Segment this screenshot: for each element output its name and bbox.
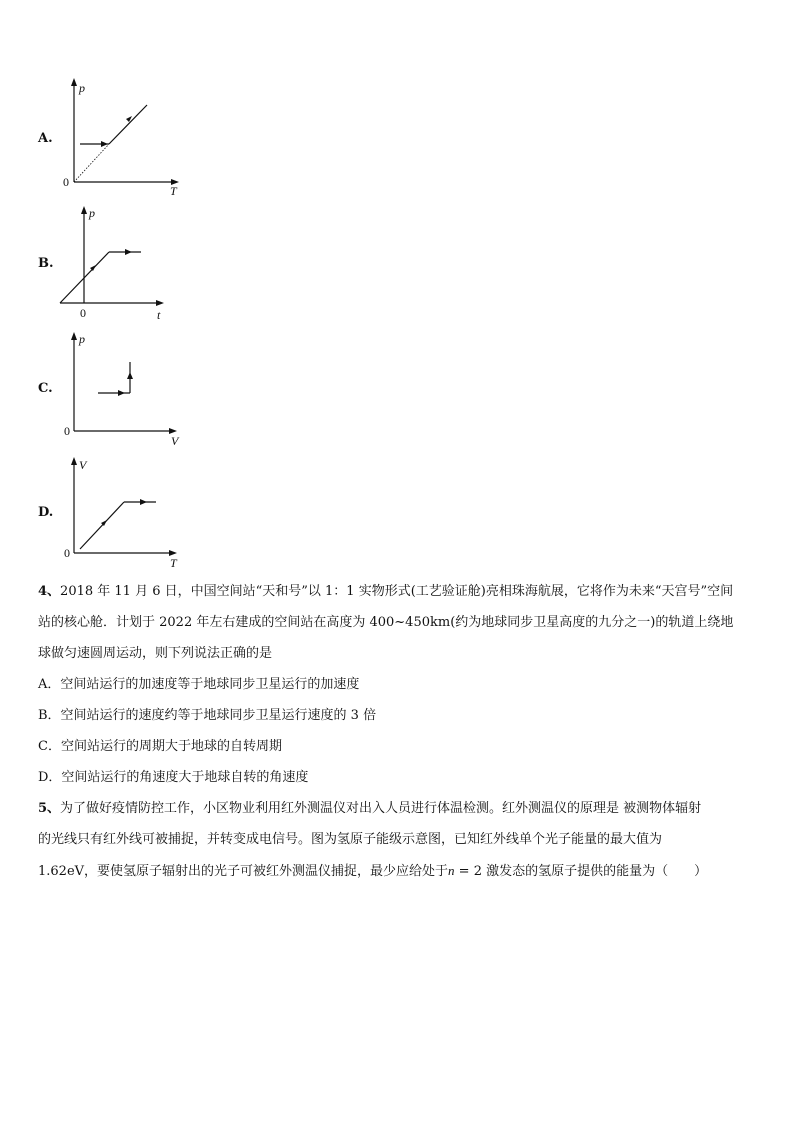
x-axis-arrow [156, 300, 164, 306]
q4-line-3: 球做匀速圆周运动，则下列说法正确的是 [38, 646, 273, 661]
x-axis-label: V [171, 434, 179, 448]
arrowhead [125, 249, 132, 255]
arrowhead [140, 499, 147, 505]
q4-number: 4、 [38, 584, 61, 599]
q5-text-3b: 激发态的氢原子提供的能量为（ ） [486, 864, 708, 879]
q4-option-a: A．空间站运行的加速度等于地球同步卫星运行的加速度 [38, 677, 360, 692]
sloped-segment [109, 105, 147, 144]
q4-option-c: C．空间站运行的周期大于地球的自转周期 [38, 739, 282, 754]
option-d-label: D. [38, 505, 54, 520]
q5-number: 5、 [38, 801, 61, 816]
q5-line-1 [38, 801, 701, 817]
y-axis-arrow [71, 78, 77, 86]
q4-text-1: 2018 年 11 月 6 日，中国空间站“天和号”以 1：1 实物形式(工艺验证舱)亮相珠海航展，它将作为未来“天宫号”空间 [60, 584, 734, 599]
sloped-segment [80, 502, 124, 549]
graph-c [60, 328, 190, 450]
graph-a [60, 75, 190, 200]
q5-line-3 [38, 863, 707, 880]
option-b-label: B. [38, 256, 54, 271]
graph-b [55, 202, 185, 324]
option-c-label: C. [38, 381, 53, 396]
q5-variable-n: n [448, 863, 455, 878]
q5-text-1: 为了做好疫情防控工作，小区物业利用红外测温仪对出入人员进行体温检测。红外测温仪的原理是 被测物体辐射 [60, 801, 702, 816]
q5-text-3a: 1.62eV，要使氢原子辐射出的光子可被红外测温仪捕捉，最少应给处于 [38, 864, 449, 879]
option-a-label: A. [38, 131, 53, 146]
origin-label: 0 [80, 306, 86, 320]
q5-equation: = 2 [454, 864, 487, 879]
y-axis-label: p [79, 81, 85, 95]
y-axis-label: p [89, 206, 95, 220]
graph-d [60, 454, 190, 576]
x-axis-label: T [170, 184, 177, 198]
q4-option-b: B．空间站运行的速度约等于地球同步卫星运行速度的 3 倍 [38, 708, 377, 723]
q4-option-d: D．空间站运行的角速度大于地球自转的角速度 [38, 770, 309, 785]
x-axis-label: t [157, 308, 161, 322]
x-axis-label: T [170, 556, 177, 570]
y-axis-arrow [81, 206, 87, 214]
y-axis-label: p [79, 332, 85, 346]
arrowhead [127, 372, 133, 379]
dashed-extension [74, 144, 109, 182]
arrowhead [118, 390, 125, 396]
q5-line-2: 的光线只有红外线可被捕捉，并转变成电信号。图为氢原子能级示意图，已知红外线单个光子能量的最大值为 [38, 832, 663, 847]
q4-line-1 [38, 584, 733, 600]
y-axis-arrow [71, 457, 77, 465]
origin-label: 0 [64, 424, 70, 438]
y-axis-arrow [71, 332, 77, 340]
q4-line-2: 站的核心舱．计划于 2022 年左右建成的空间站在高度为 400~450km(约为地球同步卫星高度的九分之一)的轨道上绕地 [38, 615, 734, 630]
origin-label: 0 [64, 546, 70, 560]
origin-label: 0 [63, 175, 69, 189]
y-axis-label: V [79, 458, 87, 472]
